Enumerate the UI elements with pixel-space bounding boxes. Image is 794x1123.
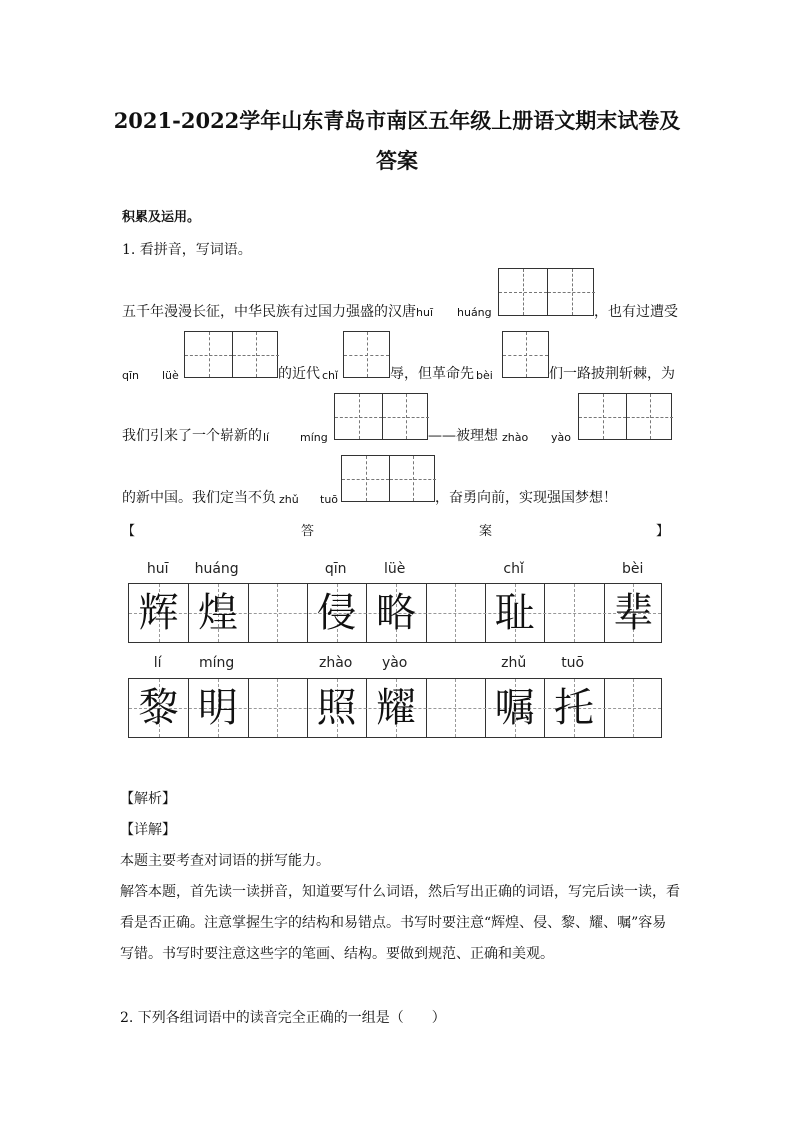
pinyin-tuo: tuō	[320, 493, 339, 506]
detail-label: 【详解】	[120, 822, 176, 838]
pinyin-zhu: zhǔ	[279, 493, 299, 506]
pinyin-chi: chǐ	[322, 369, 339, 382]
pinyin-lue: lüè	[162, 369, 179, 382]
writing-box-chi[interactable]	[343, 331, 390, 378]
answer-grid-row2	[128, 678, 662, 738]
writing-box-bei[interactable]	[502, 331, 549, 378]
answer-char: 侵	[316, 590, 357, 636]
answer-pinyin: chǐ	[503, 561, 524, 577]
q1-line2-mid2: 辱，但革命先	[390, 366, 474, 382]
q1-line4-after: ，奋勇向前，实现强国梦想！	[435, 490, 617, 506]
pinyin-hui: huī	[416, 306, 433, 319]
q1-line2-after: 们一路披荆斩棘，为	[549, 366, 675, 382]
writing-box-zhaoyao[interactable]	[578, 393, 672, 440]
answer-pinyin: yào	[381, 655, 408, 671]
answer-grid-row1	[128, 583, 662, 643]
answer-char: 略	[375, 590, 416, 636]
answer-pinyin: míng	[199, 655, 235, 671]
page-title-cont: 答案	[376, 148, 418, 173]
answer-char: 照	[316, 685, 357, 731]
analysis-paragraph-2-cont: 看是否正确。注意掌握生字的结构和易错点。书写时要注意“辉煌、侵、黎、耀、嘱”容易	[120, 915, 667, 931]
answer-pinyin: zhào	[318, 655, 353, 671]
analysis-paragraph-2: 解答本题，首先读一读拼音，知道要写什么词语，然后写出正确的词语，写完后读一读，看	[120, 884, 680, 900]
q1-line4-text: 的新中国。我们定当不负	[122, 490, 276, 506]
answer-pinyin: lí	[153, 655, 162, 671]
answer-label-left: 答	[301, 524, 315, 539]
section-label: 积累及运用。	[122, 210, 201, 225]
answer-pinyin: zhǔ	[501, 655, 527, 671]
answer-heading	[122, 520, 670, 538]
pinyin-bei: bèi	[476, 369, 493, 382]
answer-char: 耻	[494, 590, 535, 636]
pinyin-qin: qīn	[122, 369, 140, 382]
answer-char: 辉	[138, 590, 179, 636]
q1-line1-text: 五千年漫漫长征，中华民族有过国力强盛的汉唐	[122, 304, 416, 320]
q1-line3-mid: ——被理想	[428, 428, 498, 444]
writing-box-liming[interactable]	[334, 393, 428, 440]
pinyin-li: lí	[263, 431, 270, 444]
analysis-label: 【解析】	[120, 791, 176, 807]
question-1-prompt: 1. 看拼音，写词语。	[122, 242, 252, 258]
answer-pinyin: tuō	[561, 655, 585, 671]
answer-char: 嘱	[494, 685, 535, 731]
pinyin-zhao: zhào	[502, 431, 529, 444]
answer-pinyin: qīn	[324, 561, 347, 577]
answer-char: 明	[197, 685, 238, 731]
answer-char: 黎	[138, 685, 179, 731]
answer-char: 耀	[375, 685, 416, 731]
answer-char: 辈	[613, 590, 654, 636]
q1-line3-text: 我们引来了一个崭新的	[122, 428, 262, 444]
answer-pinyin: lüè	[383, 561, 406, 577]
answer-pinyin: huáng	[194, 561, 239, 577]
answer-pinyin: bèi	[621, 561, 644, 577]
answer-bracket-close: 】	[656, 524, 670, 539]
analysis-paragraph-2-end: 写错。书写时要注意这些字的笔画、结构。要做到规范、正确和美观。	[120, 946, 554, 962]
answer-char: 煌	[197, 590, 238, 636]
q1-line1-after: ，也有过遭受	[594, 304, 678, 320]
writing-box-zhutuo[interactable]	[341, 455, 435, 502]
writing-box-qinlue[interactable]	[184, 331, 278, 378]
writing-box-huihuang[interactable]	[498, 268, 594, 316]
page-title: 2021-2022学年山东青岛市南区五年级上册语文期末试卷及	[113, 108, 681, 133]
q1-line2-mid1: 的近代	[278, 366, 320, 382]
answer-char: 托	[553, 685, 594, 731]
analysis-paragraph-1: 本题主要考查对词语的拼写能力。	[120, 853, 330, 869]
answer-bracket-open: 【	[122, 524, 136, 539]
pinyin-yao: yào	[551, 431, 571, 444]
answer-pinyin: huī	[146, 561, 169, 577]
question-2-prompt: 2. 下列各组词语中的读音完全正确的一组是（ ）	[120, 1010, 446, 1026]
pinyin-huang: huáng	[457, 306, 492, 319]
answer-label-right: 案	[479, 524, 493, 539]
pinyin-ming: míng	[300, 431, 328, 444]
